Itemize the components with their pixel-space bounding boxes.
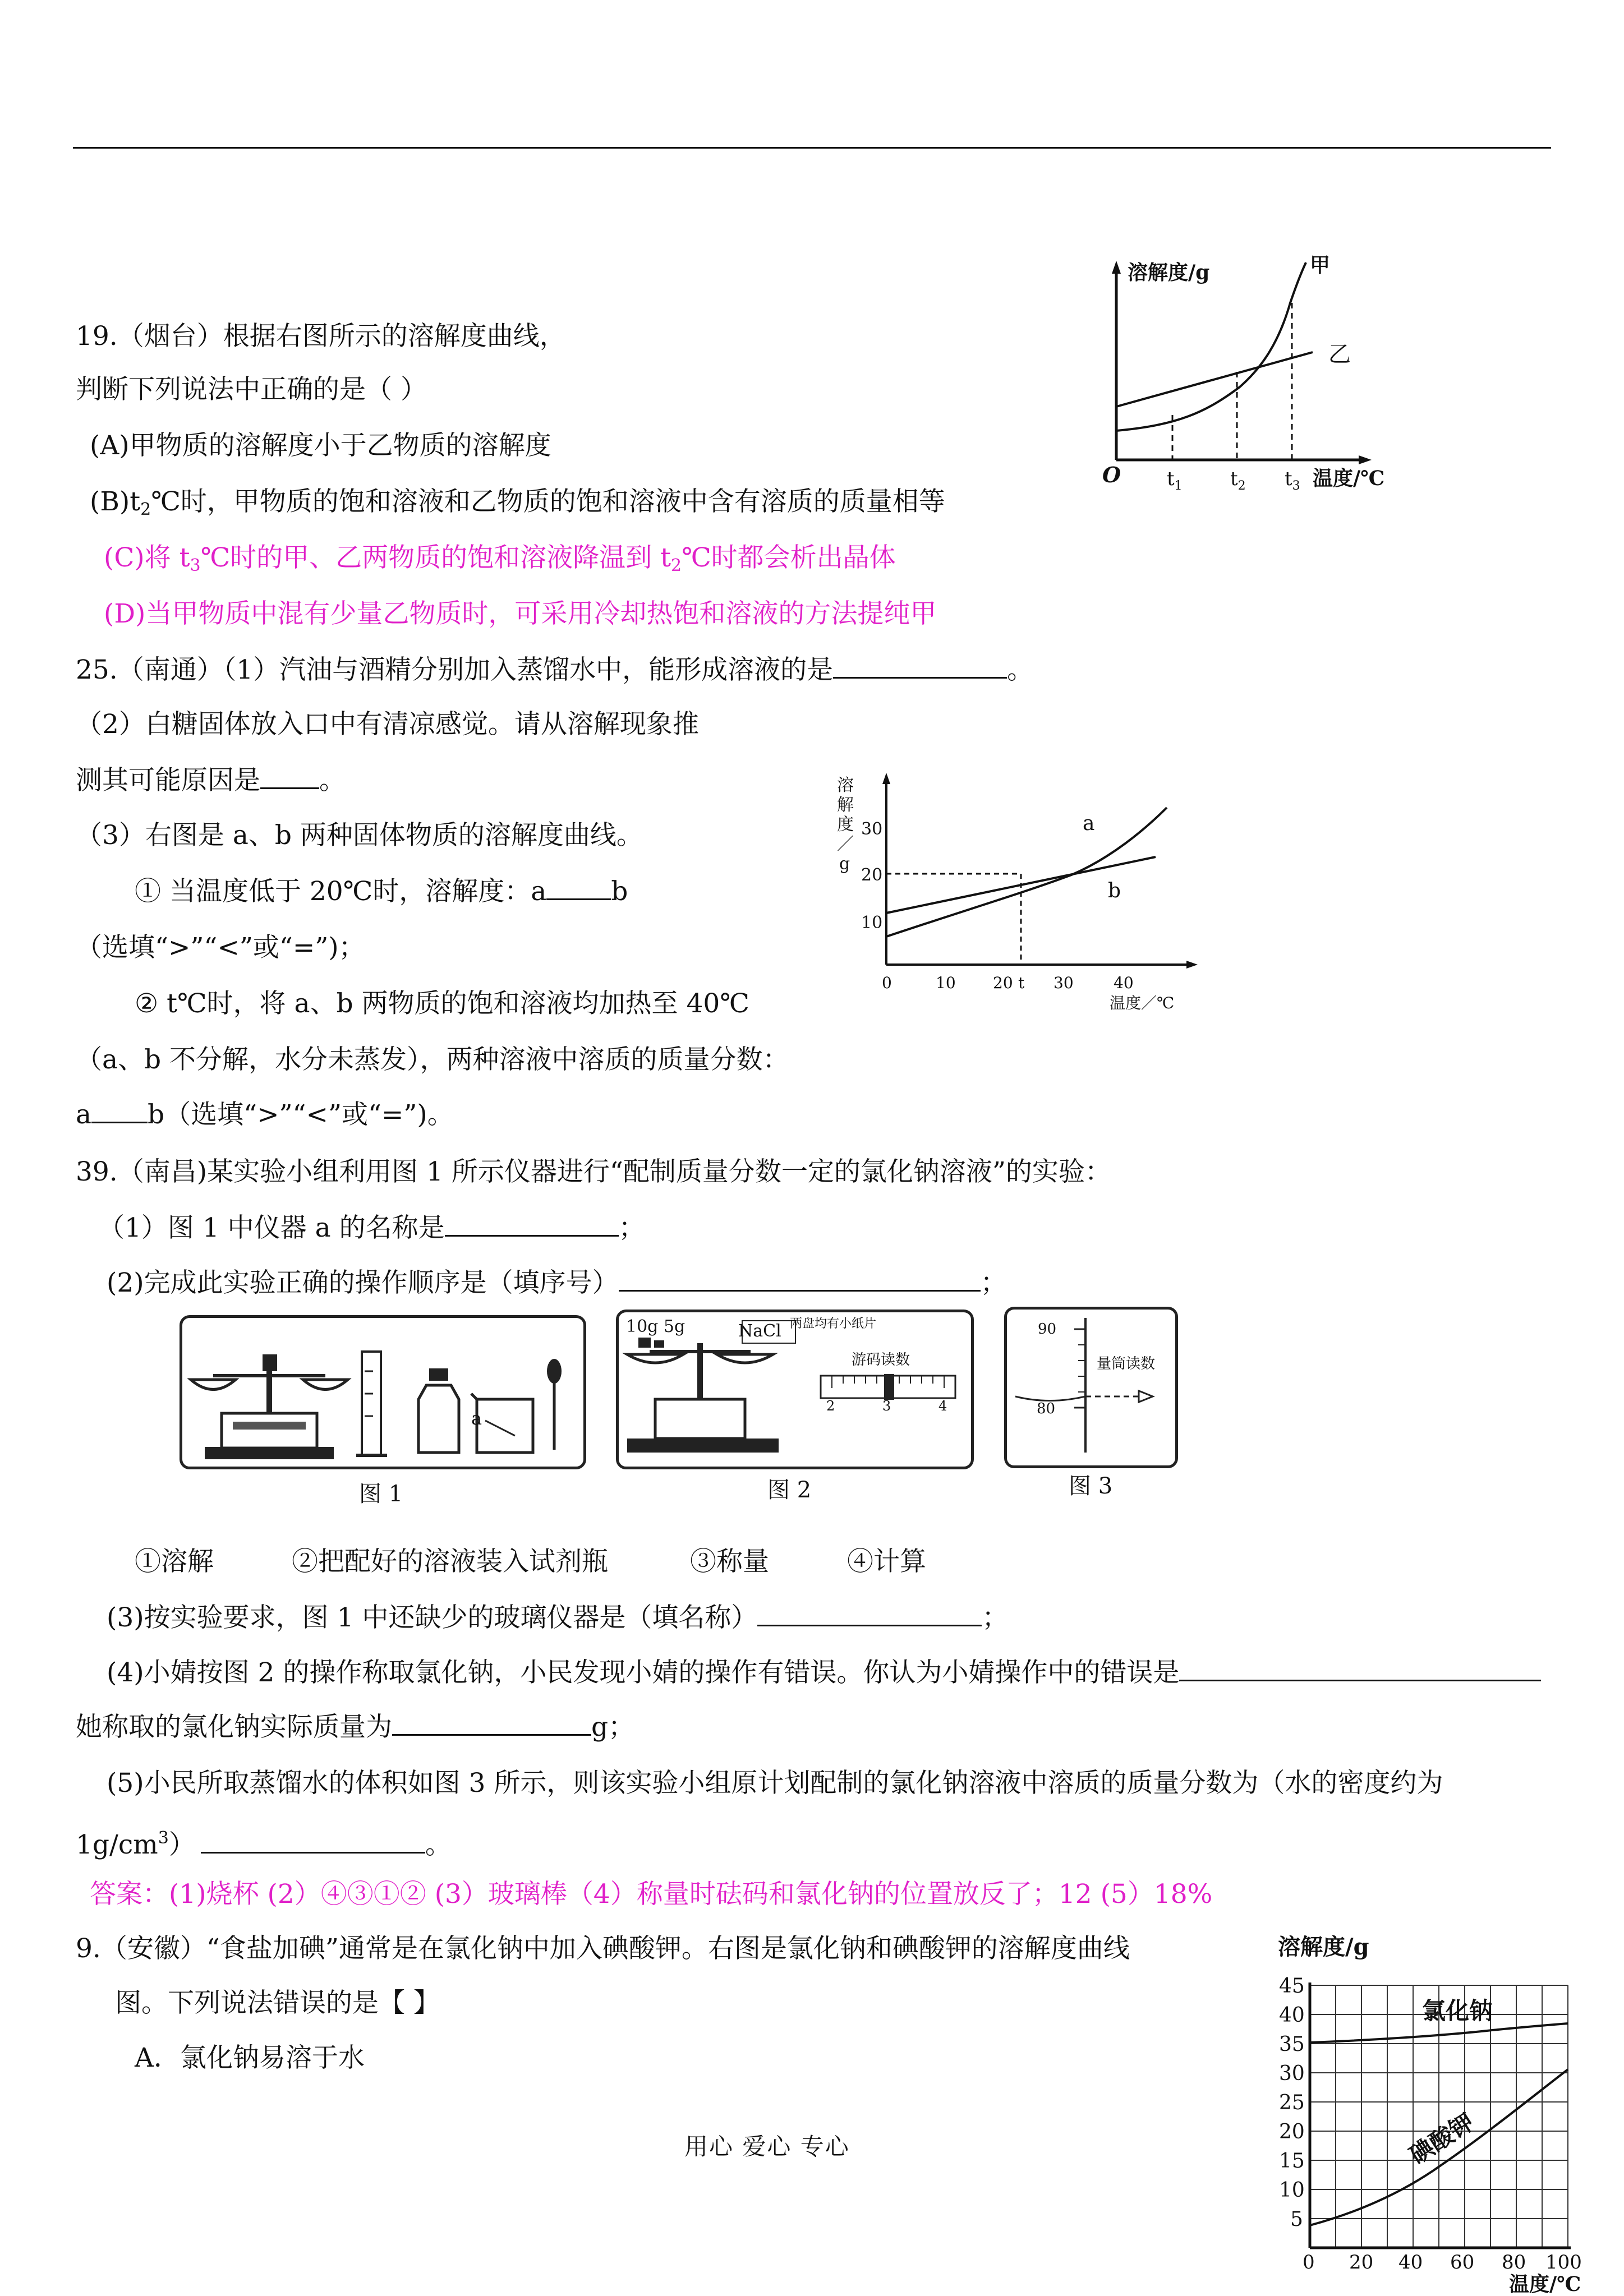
q25-ylabel-1: 溶 — [837, 776, 854, 795]
q25-xtick-30: 30 — [1053, 974, 1074, 992]
figure-2-scale-2: 2 — [826, 1398, 835, 1414]
figure-2-scale-4: 4 — [938, 1398, 947, 1414]
q9-stem-1: 9.（安徽）“食盐加碘”通常是在氯化钠中加入碘酸钾。右图是氯化钠和碘酸钾的溶解度曲线 — [76, 1933, 1130, 1964]
q9-stem-2: 图。下列说法错误的是【 】 — [115, 1988, 440, 2018]
q19-curve-yi — [1116, 352, 1313, 407]
q9-xtick-100: 100 — [1545, 2251, 1582, 2274]
figure-1-apparatus — [180, 1315, 586, 1469]
q19-label-yi: 乙 — [1328, 342, 1351, 367]
q19-option-a: (A)甲物质的溶解度小于乙物质的溶解度 — [90, 430, 551, 461]
q19-stem-1: 19.（烟台）根据右图所示的溶解度曲线， — [76, 321, 566, 352]
q19-label-jia: 甲 — [1310, 253, 1331, 277]
q25-xtick-20: 20 — [993, 974, 1013, 992]
q39-stem-1: 39.（南昌)某实验小组利用图 1 所示仪器进行“配制质量分数一定的氯化钠溶液”的实验： — [76, 1156, 1111, 1187]
q25-solubility-chart — [830, 768, 1212, 1015]
figure-2-nacl: NaCl — [738, 1321, 781, 1341]
q9-ytick-45: 45 — [1279, 1975, 1305, 1998]
q19-option-b: $(B)t_2℃$时，甲物质的饱和溶液和乙物质的饱和溶液中含有溶质的质量相等 — [90, 486, 945, 519]
q9-label-kio3: 碘酸钾 — [1404, 2108, 1479, 2170]
q25-ylabel-5: g — [839, 854, 850, 874]
q19-tick-t1: $t_1$ — [1167, 468, 1183, 493]
figure-3-cylinder — [1004, 1307, 1178, 1469]
q39-answer: 答案：(1)烧杯 (2）④③①② (3）玻璃棒（4）称量时砝码和氯化钠的位置放反了；12 (5）18% — [90, 1879, 1213, 1910]
figure-1-label-a: a — [471, 1408, 482, 1429]
q25-ytick-10: 10 — [861, 913, 883, 933]
figure-2-balance — [616, 1310, 975, 1469]
q25-curve-a — [886, 808, 1167, 937]
page-footer: 用心 爱心 专心 — [684, 2133, 850, 2160]
q19-option-c: (C)将 $t_3℃$时的甲、乙两物质的饱和溶液降温到 $t_2℃$时都会析出晶体 — [104, 542, 896, 575]
q9-label-nacl: 氯化钠 — [1422, 1997, 1493, 2025]
q19-stem-2: 判断下列说法中正确的是（ ） — [76, 374, 427, 405]
q25-ylabel-3: 度 — [837, 815, 854, 835]
q39-step-1: ①溶解 — [135, 1546, 214, 1577]
q19-solubility-chart — [1094, 247, 1408, 505]
q39-step-2: ②把配好的溶液装入试剂瓶 — [292, 1546, 608, 1577]
q9-ytick-25: 25 — [1279, 2091, 1305, 2114]
q9-chart-xlabel: 温度/℃ — [1509, 2272, 1581, 2296]
q19-chart-origin: O — [1102, 462, 1121, 487]
q9-ytick-10: 10 — [1279, 2179, 1305, 2202]
q39-stem-6: 她称取的氯化钠实际质量为 g； — [76, 1712, 635, 1742]
q25-xtick-40: 40 — [1114, 974, 1134, 992]
q9-xtick-0: 0 — [1303, 2251, 1315, 2274]
q9-option-a: A．氯化钠易溶于水 — [135, 2043, 365, 2073]
q39-stem-8: $1g/cm^3$） 。 — [76, 1828, 452, 1860]
q39-stem-7: (5)小民所取蒸馏水的体积如图 3 所示，则该实验小组原计划配制的氯化钠溶液中溶质的质量分数为（水的密度约为 — [107, 1768, 1443, 1799]
q9-ytick-15: 15 — [1279, 2150, 1305, 2173]
q25-stem-1: 25.（南通）（1）汽油与酒精分别加入蒸馏水中，能形成溶液的是 。 — [76, 654, 1034, 685]
figure-3-mark-90: 90 — [1038, 1321, 1057, 1338]
q25-chart-xlabel: 温度／℃ — [1110, 994, 1175, 1012]
q25-xtick-t: t — [1018, 974, 1025, 992]
q9-xtick-40: 40 — [1398, 2251, 1423, 2274]
header-rule — [73, 147, 1551, 149]
q25-label-a: a — [1083, 812, 1095, 835]
q19-chart-xlabel: 温度/℃ — [1313, 467, 1385, 490]
q19-tick-t3: $t_3$ — [1285, 468, 1300, 493]
q39-step-3: ③称量 — [690, 1546, 769, 1577]
q25-stem-3: 测其可能原因是 。 — [76, 765, 346, 796]
q25-ytick-30: 30 — [861, 819, 883, 839]
q9-xtick-20: 20 — [1349, 2251, 1374, 2274]
q25-xtick-0: 0 — [882, 974, 892, 992]
q25-xtick-10: 10 — [936, 974, 956, 992]
q9-ytick-40: 40 — [1279, 2004, 1305, 2027]
q9-xtick-60: 60 — [1450, 2251, 1475, 2274]
q19-tick-t2: $t_2$ — [1230, 468, 1246, 493]
q25-ylabel-4: ／ — [837, 835, 854, 854]
figure-3-mark-80: 80 — [1037, 1400, 1056, 1417]
figure-1-caption: 图 1 — [359, 1481, 403, 1507]
q9-chart-ylabel: 溶解度/g — [1278, 1934, 1369, 1960]
q39-stem-2: （1）图 1 中仪器 a 的名称是 ； — [98, 1212, 645, 1243]
figure-3-caption: 图 3 — [1069, 1473, 1113, 1499]
q25-stem-9: a b（选填“>”“<”或“=”)。 — [76, 1099, 454, 1130]
q25-stem-5: ① 当温度低于 20℃时，溶解度：a b — [135, 876, 628, 907]
q9-ytick-35: 35 — [1279, 2033, 1305, 2056]
figure-2-scale-3: 3 — [882, 1398, 891, 1414]
q39-stem-4: (3)按实验要求，图 1 中还缺少的玻璃仪器是（填名称） ； — [107, 1602, 1009, 1633]
figure-2-rider-label: 游码读数 — [852, 1352, 910, 1368]
q25-ytick-20: 20 — [861, 865, 883, 885]
q9-solubility-chart — [1257, 1929, 1593, 2294]
figure-2-caption: 图 2 — [767, 1477, 812, 1503]
q9-ytick-20: 20 — [1279, 2120, 1305, 2143]
q25-stem-2: （2）白糖固体放入口中有清凉感觉。请从溶解现象推 — [76, 709, 699, 740]
q19-chart-ylabel: 溶解度/g — [1128, 261, 1210, 284]
q39-stem-5: (4)小婧按图 2 的操作称取氯化钠，小民发现小婧的操作有错误。你认为小婧操作中的错误是 — [107, 1656, 1541, 1690]
figure-2-weights: 10g 5g — [626, 1317, 686, 1336]
figure-2-paper-note: 两盘均有小纸片 — [790, 1317, 877, 1331]
q39-step-4: ④计算 — [847, 1546, 926, 1577]
q25-stem-6: （选填“>”“<”或“=”)； — [76, 932, 365, 963]
q25-stem-4: （3）右图是 a、b 两种固体物质的溶解度曲线。 — [76, 820, 643, 851]
q19-option-d: (D)当甲物质中混有少量乙物质时，可采用冷却热饱和溶液的方法提纯甲 — [104, 598, 937, 629]
q9-ytick-30: 30 — [1279, 2062, 1305, 2085]
q25-ylabel-2: 解 — [837, 795, 854, 815]
q25-stem-8: （a、b 不分解，水分未蒸发），两种溶液中溶质的质量分数： — [76, 1044, 789, 1075]
q25-stem-7: ② t℃时，将 a、b 两物质的饱和溶液均加热至 40℃ — [135, 988, 749, 1019]
q9-xtick-80: 80 — [1502, 2251, 1526, 2274]
figure-3-reading-label: 量筒读数 — [1097, 1356, 1156, 1372]
q9-ytick-5: 5 — [1290, 2208, 1303, 2231]
q19-curve-jia — [1116, 262, 1306, 431]
q39-stem-3: (2)完成此实验正确的操作顺序是（填序号） ； — [107, 1267, 1007, 1298]
q25-label-b: b — [1108, 879, 1121, 902]
